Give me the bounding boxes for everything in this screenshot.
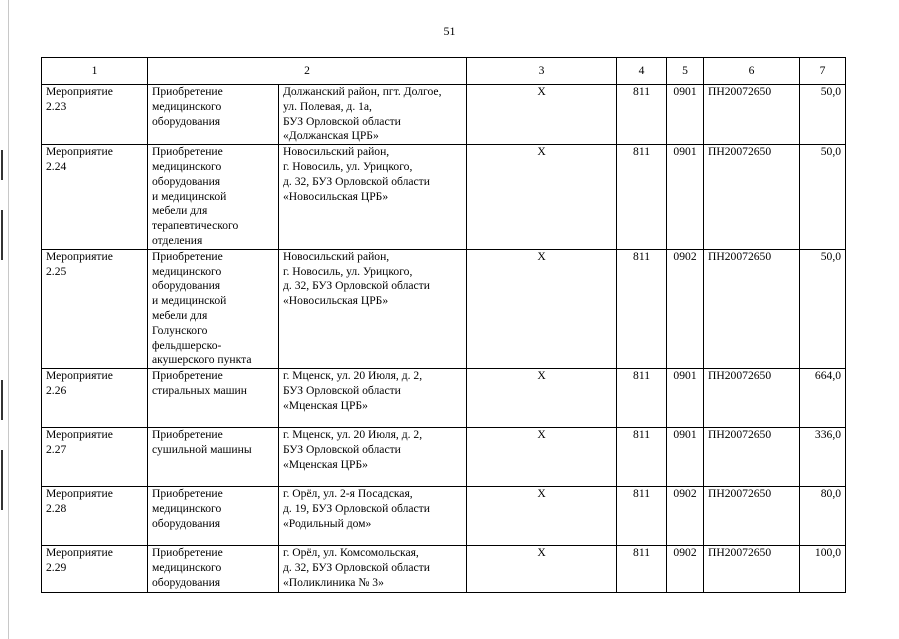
table-row <box>42 546 846 593</box>
table-row <box>42 85 846 145</box>
col4-cell: 811 <box>617 85 667 145</box>
purchase-cell: Приобретение стиральных машин <box>148 369 279 428</box>
col6-cell: ПН20072650 <box>704 145 800 250</box>
table-row <box>42 249 846 368</box>
col3-cell: Х <box>467 487 617 546</box>
col5-cell: 0902 <box>667 249 704 368</box>
col4-cell: 811 <box>617 546 667 593</box>
page-number: 51 <box>443 24 456 38</box>
col3-cell: Х <box>467 145 617 250</box>
col3-cell: Х <box>467 249 617 368</box>
col5-cell: 0901 <box>667 85 704 145</box>
col7-cell: 50,0 <box>800 145 846 250</box>
location-cell: г. Орёл, ул. 2-я Посадская, д. 19, БУЗ Орловской области «Родильный дом» <box>279 487 467 546</box>
col4-cell: 811 <box>617 249 667 368</box>
allocation-table <box>41 57 846 593</box>
col7-cell: 80,0 <box>800 487 846 546</box>
col3-cell: Х <box>467 85 617 145</box>
col5-cell: 0901 <box>667 428 704 487</box>
col7-cell: 100,0 <box>800 546 846 593</box>
header-col-1: 1 <box>42 58 148 85</box>
location-cell: Новосильский район, г. Новосиль, ул. Урицкого, д. 32, БУЗ Орловской области «Новосильская ЦРБ» <box>279 145 467 250</box>
header-col-2: 2 <box>148 58 467 85</box>
table-row <box>42 428 846 487</box>
header-col-3: 3 <box>467 58 617 85</box>
col3-cell: Х <box>467 546 617 593</box>
col3-cell: Х <box>467 428 617 487</box>
col5-cell: 0902 <box>667 546 704 593</box>
header-col-7: 7 <box>800 58 846 85</box>
location-cell: Должанский район, пгт. Долгое, ул. Полевая, д. 1а, БУЗ Орловской области «Должанская ЦРБ» <box>279 85 467 145</box>
location-cell: г. Орёл, ул. Комсомольская, д. 32, БУЗ Орловской области «Поликлиника № 3» <box>279 546 467 593</box>
event-cell: Мероприятие 2.23 <box>42 85 148 145</box>
col6-cell: ПН20072650 <box>704 369 800 428</box>
event-cell: Мероприятие 2.27 <box>42 428 148 487</box>
col7-cell: 664,0 <box>800 369 846 428</box>
col6-cell: ПН20072650 <box>704 85 800 145</box>
purchase-cell: Приобретение медицинского оборудования <box>148 546 279 593</box>
col4-cell: 811 <box>617 145 667 250</box>
col7-cell: 50,0 <box>800 85 846 145</box>
purchase-cell: Приобретение медицинского оборудования <box>148 487 279 546</box>
event-cell: Мероприятие 2.26 <box>42 369 148 428</box>
col4-cell: 811 <box>617 487 667 546</box>
col6-cell: ПН20072650 <box>704 487 800 546</box>
table-row <box>42 487 846 546</box>
purchase-cell: Приобретение сушильной машины <box>148 428 279 487</box>
col6-cell: ПН20072650 <box>704 249 800 368</box>
table-row <box>42 145 846 250</box>
event-cell: Мероприятие 2.25 <box>42 249 148 368</box>
location-cell: г. Мценск, ул. 20 Июля, д. 2, БУЗ Орловской области «Мценская ЦРБ» <box>279 369 467 428</box>
col4-cell: 811 <box>617 428 667 487</box>
page-edge-line <box>8 0 9 639</box>
header-col-4: 4 <box>617 58 667 85</box>
header-col-5: 5 <box>667 58 704 85</box>
col7-cell: 336,0 <box>800 428 846 487</box>
header-row <box>42 58 846 85</box>
event-cell: Мероприятие 2.28 <box>42 487 148 546</box>
table-row <box>42 369 846 428</box>
binding-marks <box>1 150 5 550</box>
header-col-6: 6 <box>704 58 800 85</box>
col7-cell: 50,0 <box>800 249 846 368</box>
col5-cell: 0901 <box>667 369 704 428</box>
purchase-cell: Приобретение медицинского оборудования и медицинской мебели для Голунского фельдшерско- акушерского пункта <box>148 249 279 368</box>
purchase-cell: Приобретение медицинского оборудования и медицинской мебели для терапевтического отделения <box>148 145 279 250</box>
location-cell: Новосильский район, г. Новосиль, ул. Урицкого, д. 32, БУЗ Орловской области «Новосильская ЦРБ» <box>279 249 467 368</box>
purchase-cell: Приобретение медицинского оборудования <box>148 85 279 145</box>
col6-cell: ПН20072650 <box>704 428 800 487</box>
event-cell: Мероприятие 2.29 <box>42 546 148 593</box>
event-cell: Мероприятие 2.24 <box>42 145 148 250</box>
col5-cell: 0902 <box>667 487 704 546</box>
col6-cell: ПН20072650 <box>704 546 800 593</box>
col3-cell: Х <box>467 369 617 428</box>
location-cell: г. Мценск, ул. 20 Июля, д. 2, БУЗ Орловской области «Мценская ЦРБ» <box>279 428 467 487</box>
col5-cell: 0901 <box>667 145 704 250</box>
col4-cell: 811 <box>617 369 667 428</box>
